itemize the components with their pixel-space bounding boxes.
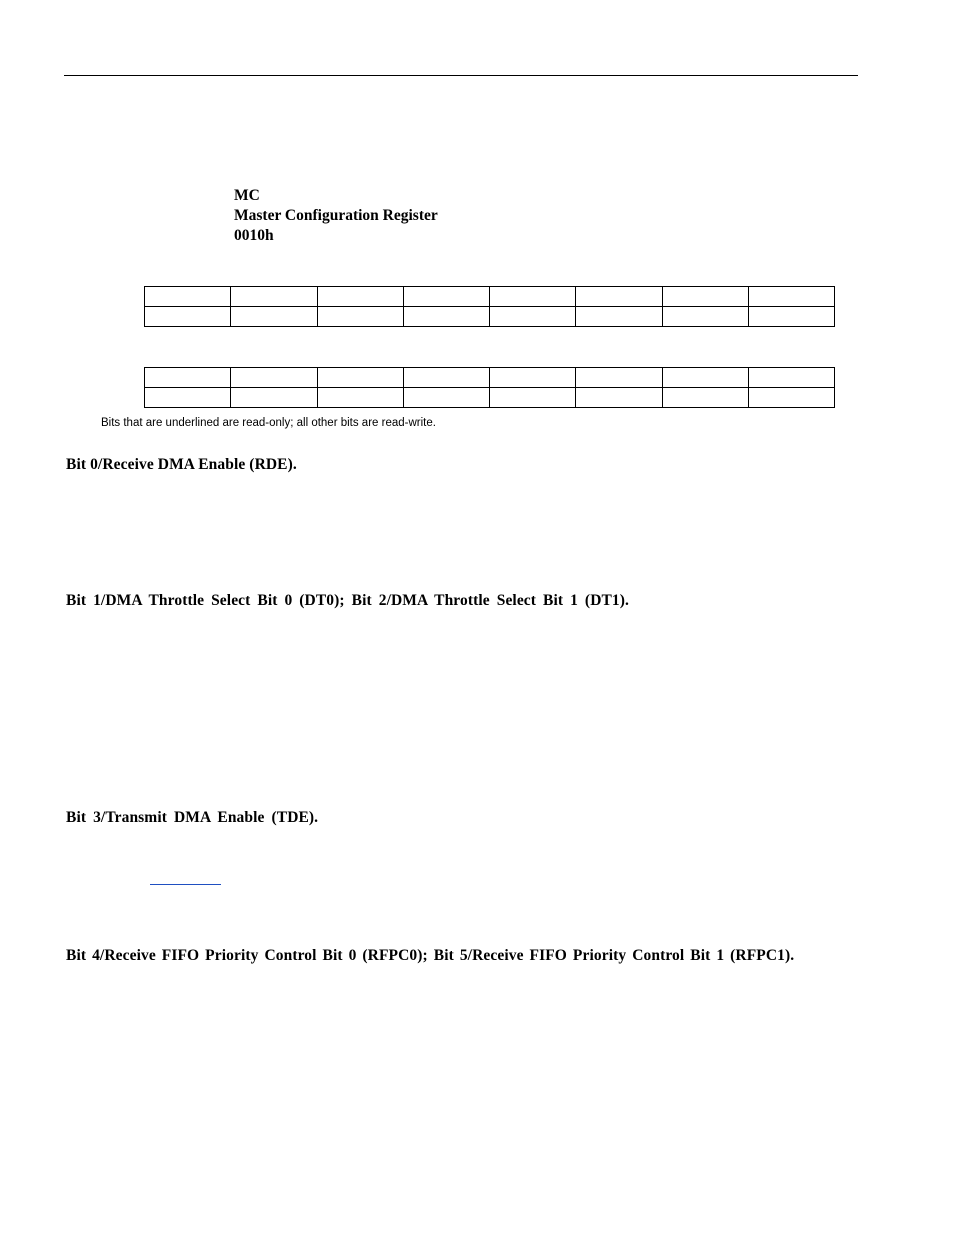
section-heading-dt: Bit 1/DMA Throttle Select Bit 0 (DT0); Bit 2/DMA Throttle Select Bit 1 (DT1). xyxy=(66,592,630,609)
section-heading-rde: Bit 0/Receive DMA Enable (RDE). xyxy=(66,456,297,473)
bit-cell xyxy=(403,388,489,408)
bit-table-row xyxy=(145,287,835,307)
bit-table-row xyxy=(145,388,835,408)
header-rule xyxy=(64,75,858,76)
bit-cell xyxy=(231,368,317,388)
bit-cell xyxy=(231,388,317,408)
bit-table-row xyxy=(145,307,835,327)
bit-cell xyxy=(403,368,489,388)
bit-cell xyxy=(576,388,662,408)
bit-cell xyxy=(317,307,403,327)
bit-cell xyxy=(145,388,231,408)
bit-cell xyxy=(317,368,403,388)
register-name: MC xyxy=(234,187,260,204)
bit-cell xyxy=(231,307,317,327)
section-heading-rfpc: Bit 4/Receive FIFO Priority Control Bit 0 (RFPC0); Bit 5/Receive FIFO Priority Control Bit 1 (RFPC1). xyxy=(66,947,795,964)
read-only-note: Bits that are underlined are read-only; all other bits are read-write. xyxy=(101,417,436,429)
bit-table-high xyxy=(144,286,835,327)
bit-cell xyxy=(317,388,403,408)
bit-cell xyxy=(662,368,748,388)
bit-cell xyxy=(576,287,662,307)
bit-cell xyxy=(490,388,576,408)
bit-cell xyxy=(317,287,403,307)
bit-cell xyxy=(403,307,489,327)
register-header xyxy=(234,186,438,246)
register-description: Master Configuration Register xyxy=(234,207,438,224)
bit-table-low xyxy=(144,367,835,408)
bit-cell xyxy=(662,388,748,408)
bit-cell xyxy=(748,368,834,388)
bit-cell xyxy=(748,287,834,307)
bit-cell xyxy=(145,307,231,327)
bit-cell xyxy=(576,307,662,327)
hyperlink-underline[interactable] xyxy=(150,884,221,885)
bit-cell xyxy=(576,368,662,388)
bit-cell xyxy=(662,307,748,327)
bit-cell xyxy=(748,307,834,327)
bit-cell xyxy=(748,388,834,408)
bit-cell xyxy=(145,287,231,307)
bit-cell xyxy=(231,287,317,307)
bit-cell xyxy=(490,368,576,388)
register-address: 0010h xyxy=(234,227,274,244)
bit-table-row xyxy=(145,368,835,388)
bit-cell xyxy=(490,307,576,327)
bit-cell xyxy=(662,287,748,307)
bit-cell xyxy=(403,287,489,307)
bit-cell xyxy=(145,368,231,388)
bit-cell xyxy=(490,287,576,307)
section-heading-tde: Bit 3/Transmit DMA Enable (TDE). xyxy=(66,809,319,826)
